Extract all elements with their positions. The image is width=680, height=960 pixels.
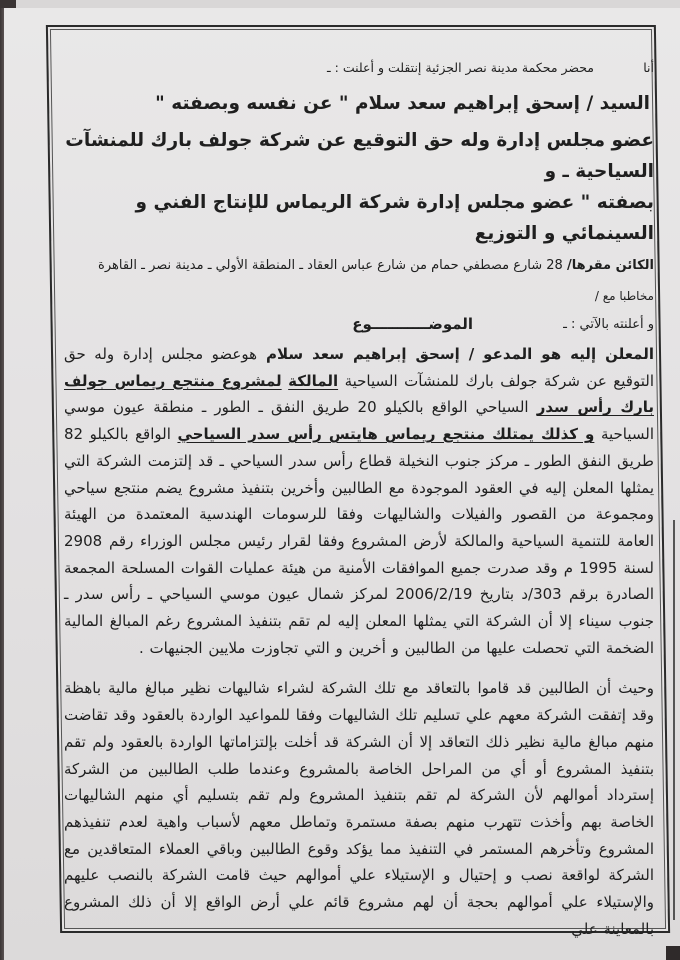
address-text: 28 شارع مصطفي حمام من شارع عباس العقاد ـ المنطقة الأولي ـ مدينة نصر ـ القاهرة [98,258,563,273]
emphasized-text: المعلن إليه هو المدعو / إسحق إبراهيم سعد سلام [257,345,654,363]
document-body [64,40,654,942]
address-line [64,255,654,277]
paragraph-text: السياحي الواقع بالكيلو 20 طريق النفق ـ الطور ـ منطقة عيون موسي السياحية [64,398,654,444]
page-corner-shadow [666,946,680,960]
address-label: الكائن مقرها/ [566,258,654,273]
paragraph-2: وحيث أن الطالبين قد قاموا بالتعاقد مع تلك الشركة لشراء شاليهات نظير مبالغ مالية باهظة وقد إتفقت الشركة معهم علي تسليم تلك الشاليهات وفقا للمواعيد الواردة بالعقود وقد تقاضت منهم مبالغ مالية نظير ذلك التعاقد إلا أن الشركة قد أخلت بإلتزاماتها الواردة بالعقود ولم تقم بتنفيذ المشروع أو أي من المراحل الخاصة بالمشروع وعندما طلب الطالبين من الشركة إسترداد أموالهم لأن الشركة لم تقم بتنفيذ المشروع ولم تقم بتسليم أي منهم الشاليهات الخاصة بهم وأخذت تتهرب منهم بصفة مستمرة وتماطل معهم لأسباب واهية لعدم تنفيذهم المشروع وتأخرهم المستمر في التنفيذ مما يؤكد وقوع الطالبين وباقي العملاء المتعاقدين مع الشركة لواقعة نصب و إحتيال و الإستيلاء علي أموالهم حيث قامت الشركة بالنصب عليهم والإستيلاء علي أموالهم بحجة أن لهم مشروع قائم علي أرض الواقع إلا أن ذلك المشروع بالمعاينة علي [64,679,654,938]
emphasized-text: لمشروع منتجع ريماس جولف بارك رأس سدر [64,371,654,417]
emphasized-text: و كذلك يمتلك منتجع ريماس هايتس رأس سدر السياحي [177,425,595,444]
paragraph-1 [64,341,654,661]
paragraph-text: الواقع بالكيلو 82 طريق النفق الطور ـ مركز جنوب النخيلة قطاع رأس سدر السياحي ـ قد إلتزمت الشركة التي يمثلها المعلن إليه في العقود الموجودة مع الطالبين وأخرين بتنفيذ مشروع يضم منتجع سياحي ومجموعة من القصور والفيلات والشاليهات وفقا للرسومات الهندسية المعتمدة من الهيئة العامة للتنمية السياحية والمالكة لأرض المشروع وفقا لقرار رئيس مجلس الوزراء رقم 2908 لسنة 1995 م وقد صدرت جميع الموافقات الأمنية من هيئة عمليات القوات المسلحة المجمعة الصادرة برقم 303/د بتاريخ 2006/2/19 لمركز شمال عيون موسي السياحي ـ رأس سدر ـ جنوب سيناء إلا أن الشركة التي يمثلها المعلن إليه لم تقم بتنفيذ المشروع رغم المبالغ المالية الضخمة التي تحصلت عليها من الطالبين و أخرين و التي تجاوزت ملايين الجنيهات . [64,425,654,657]
page-edge-line [673,520,675,920]
addressed-with: مخاطبا مع / [594,289,654,303]
page-corner-shadow [0,0,16,8]
intro-text: محضر محكمة مدينة نصر الجزئية إنتقلت و أعلنت : ـ [327,60,594,75]
addressee-role-line-1: عضو مجلس إدارة وله حق التوقيع عن شركة جولف بارك للمنشآت السياحية ـ و [65,130,654,182]
intro-line [64,58,654,78]
intro-ana: أنا [643,60,654,75]
emphasized-text: المالكة [288,371,339,390]
paragraph-text: هوعضو مجلس إدارة وله حق التوقيع عن شركة جولف بارك للمنشآت السياحية [64,345,654,390]
notify-row [64,315,654,333]
notified-with: و أعلنته بالآتي : ـ [563,316,654,332]
subject-heading: الموضـــــــــــوع [352,315,474,333]
addressee-name: السيد / إسحق إبراهيم سعد سلام " عن نفسه وبصفته " [155,93,650,114]
addressee-role-line-2: بصفته " عضو مجلس إدارة شركة الريماس للإنتاج الفني و السينمائي و التوزيع [135,192,654,244]
